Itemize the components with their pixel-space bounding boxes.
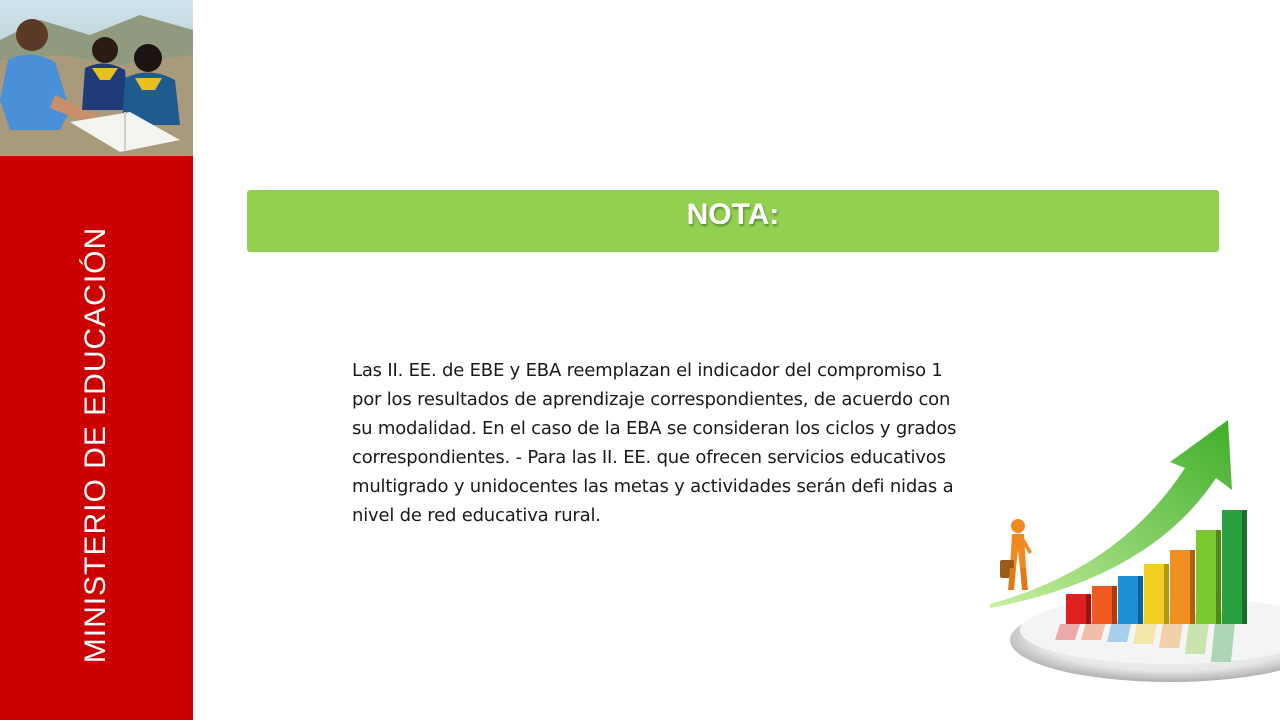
ministry-label: MINISTERIO DE EDUCACIÓN	[79, 226, 112, 664]
nota-banner	[247, 190, 1219, 252]
nota-title: NOTA:	[686, 198, 780, 231]
teacher-students-photo-icon	[0, 0, 193, 156]
growth-illustration	[980, 418, 1280, 688]
sidebar	[0, 0, 193, 720]
header-photo	[0, 0, 193, 156]
growth-chart-icon	[980, 418, 1280, 688]
note-paragraph: Las II. EE. de EBE y EBA reemplazan el indicador del compromiso 1 por los resultados de aprendizaje correspondientes, de acuerdo con su modalidad. En el caso de la EBA se consideran los ciclos y grados correspondientes. - Para las II. EE. que ofrecen servicios educativos multigrado y unidocentes las metas y actividades serán defi nidas a nivel de red educativa rural.	[352, 360, 957, 526]
